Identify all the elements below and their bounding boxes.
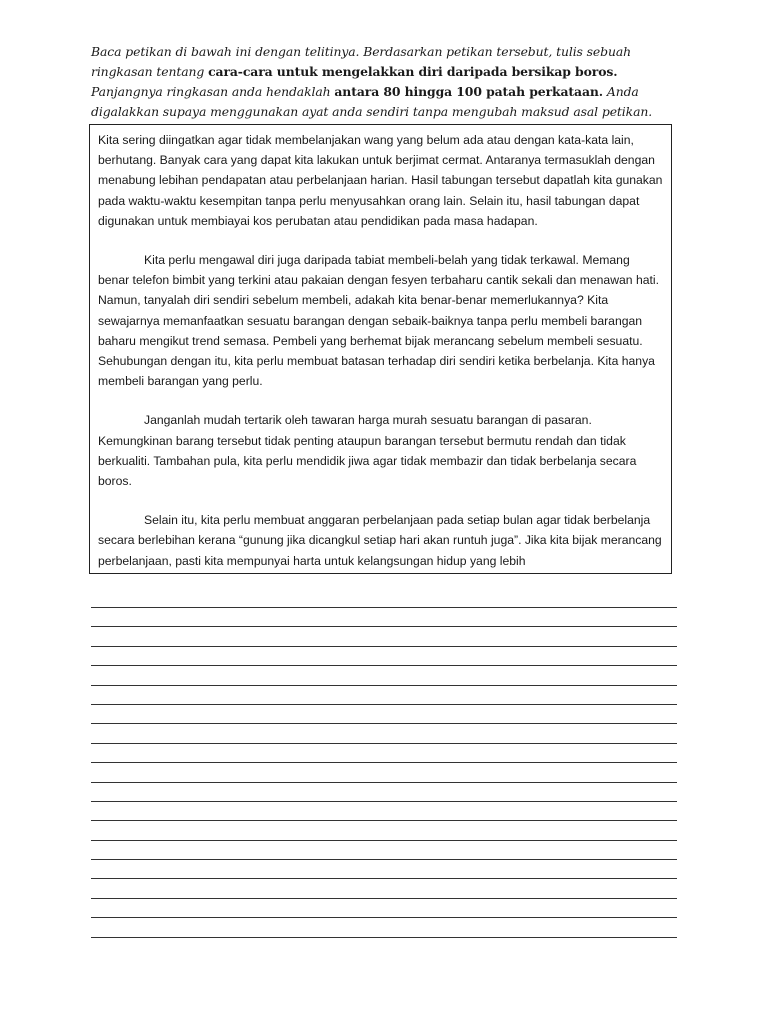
answer-line[interactable] <box>91 723 677 725</box>
instruction-topic: cara-cara untuk mengelakkan diri daripada bersikap boros. <box>208 64 618 79</box>
answer-line[interactable] <box>91 782 677 784</box>
answer-line[interactable] <box>91 801 677 803</box>
answer-line[interactable] <box>91 685 677 687</box>
answer-line[interactable] <box>91 898 677 900</box>
answer-line[interactable] <box>91 607 677 609</box>
answer-line[interactable] <box>91 917 677 919</box>
answer-line[interactable] <box>91 859 677 861</box>
answer-line[interactable] <box>91 762 677 764</box>
answer-line[interactable] <box>91 878 677 880</box>
answer-lines <box>91 607 677 956</box>
instruction-word-count: antara 80 hingga 100 patah perkataan. <box>334 84 604 99</box>
passage-paragraph-3: Janganlah mudah tertarik oleh tawaran harga murah sesuatu barangan di pasaran. Kemungkinan barang tersebut tidak penting ataupun barangan tersebut bermutu rendah dan tidak berkualiti. Tambahan pula, kita perlu mendidik jiwa agar tidak membazir dan tidak berbelanja secara boros. <box>98 413 637 489</box>
passage-paragraph-4: Selain itu, kita perlu membuat anggaran perbelanjaan pada setiap bulan agar tidak berbelanja secara berlebihan kerana “gunung jika dicangkul setiap hari akan runtuh juga”. Jika kita bijak merancang perbelanjaan, pasti kita mempunyai harta untuk kelangsungan hidup yang lebih <box>98 513 662 568</box>
answer-line[interactable] <box>91 820 677 822</box>
answer-line[interactable] <box>91 646 677 648</box>
instruction-intro: Baca petikan di bawah ini dengan telitinya. Berdasarkan petikan tersebut, tulis sebuah ringkasan tentang <box>91 44 632 79</box>
answer-line[interactable] <box>91 743 677 745</box>
passage-paragraph-2: Kita perlu mengawal diri juga daripada tabiat membeli-belah yang tidak terkawal. Memang benar telefon bimbit yang terkini atau pakaian dengan fesyen terbaharu cantik sekali dan menawan hati. Namun, tanyalah diri sendiri sebelum membeli, adakah kita benar-benar memerlukannya? Kita sewajarnya memanfaatkan sesuatu barangan dengan sebaik-baiknya tanpa perlu membeli barangan baharu mengikut trend semasa. Pembeli yang berhemat bijak merancang sebelum membeli sesuatu. Sehubungan dengan itu, kita perlu membuat batasan terhadap diri sendiri ketika berbelanja. Kita hanya membeli barangan yang perlu. <box>98 253 659 389</box>
answer-line[interactable] <box>91 704 677 706</box>
instruction-length-intro: Panjangnya ringkasan anda hendaklah <box>91 84 331 99</box>
passage-box <box>89 124 672 574</box>
answer-line[interactable] <box>91 626 677 628</box>
answer-line[interactable] <box>91 665 677 667</box>
passage-paragraph-1: Kita sering diingatkan agar tidak membelanjakan wang yang belum ada atau dengan kata-kata lain, berhutang. Banyak cara yang dapat kita lakukan untuk berjimat cermat. Antaranya termasuklah dengan menabung lebihan pendapatan atau perbelanjaan harian. Hasil tabungan tersebut dapatlah kita gunakan pada waktu-waktu kesempitan tanpa perlu menyusahkan orang lain. Selain itu, hasil tabungan dapat digunakan untuk membiayai kos perubatan atau pendidikan pada masa hadapan. <box>98 133 663 228</box>
instructions <box>91 42 691 122</box>
answer-line[interactable] <box>91 840 677 842</box>
answer-line[interactable] <box>91 937 677 939</box>
instruction-own-words: Anda digalakkan supaya menggunakan ayat anda sendiri tanpa mengubah maksud asal petikan. <box>91 84 653 119</box>
